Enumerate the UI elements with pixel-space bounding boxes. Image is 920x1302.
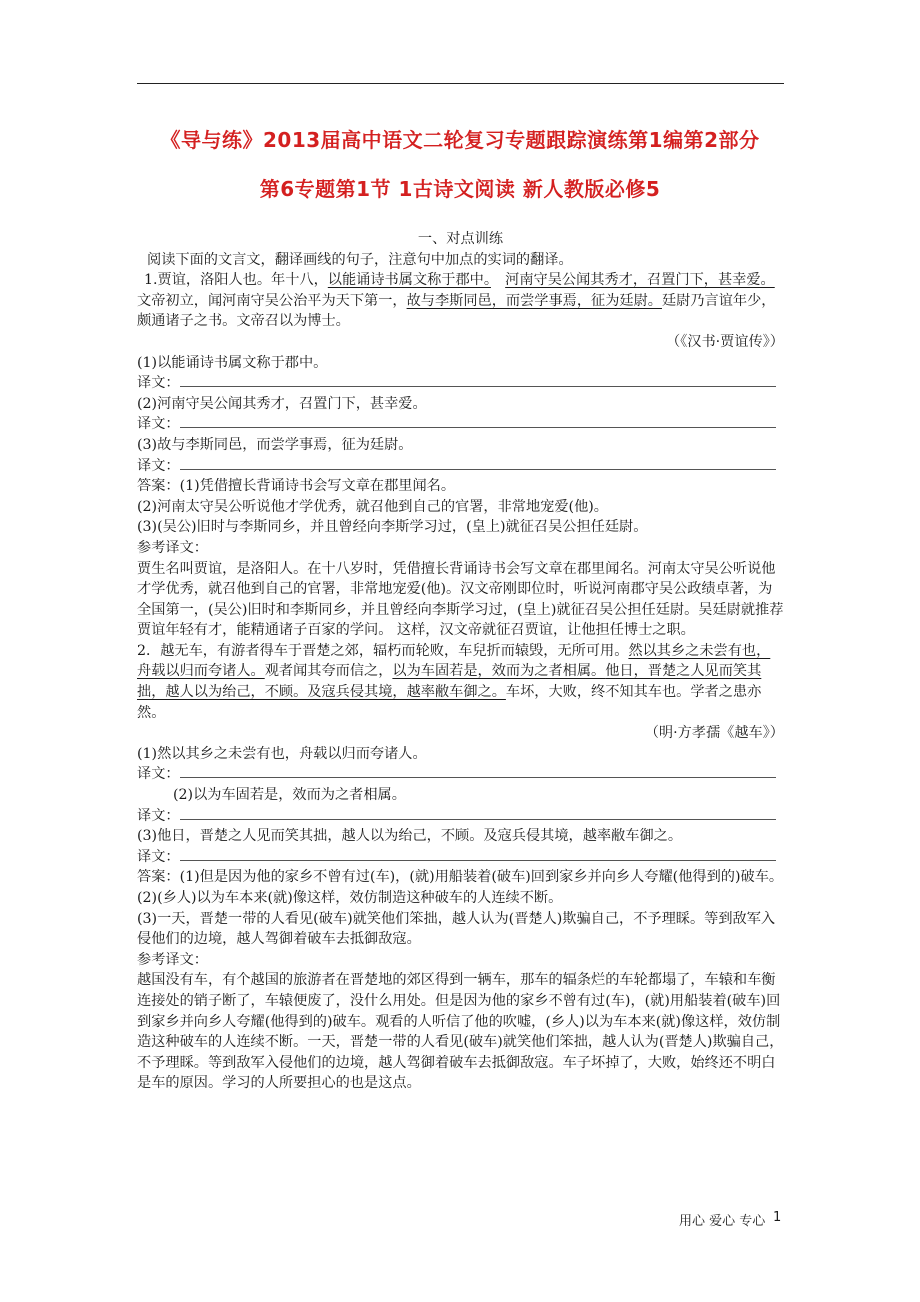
q1-answer-3: (3)(吴公)旧时与李斯同乡，并且曾经向李斯学习过，(皇上)就征召吴公担任廷尉。 <box>137 519 648 536</box>
header-rule <box>137 83 784 84</box>
answer-blank[interactable] <box>180 807 776 820</box>
q2-underlined-sentence-1: 然以其乡之未尝有也，舟载以归而夸诸人。 <box>137 642 771 680</box>
q1-item-2: (2)河南守吴公闻其秀才，召置门下，甚幸爱。 <box>137 395 427 412</box>
document-title-line-2: 第6专题第1节 1古诗文阅读 新人教版必修5 <box>259 177 661 201</box>
answer-blank[interactable] <box>180 765 776 778</box>
q1-answer-1: 答案：(1)凭借擅长背诵诗书会写文章在郡里闻名。 <box>137 478 456 495</box>
answer-blank[interactable] <box>180 848 776 861</box>
q2-underlined-sentence-3: 他日，晋楚之人见而笑其拙，越人以为绐己，不顾。及寇兵侵其境，越率敝车御之。 <box>137 663 762 701</box>
translate-label: 译文： <box>137 457 180 474</box>
page-number: 1 <box>773 1210 782 1225</box>
q2-item-3: (3)他日，晋楚之人见而笑其拙，越人以为绐己，不顾。及寇兵侵其境，越率敝车御之。 <box>137 828 683 845</box>
answer-blank[interactable] <box>180 374 776 387</box>
q2-answer-1: 答案：(1)但是因为他的家乡不曾有过(车)，(就)用船装着(破车)回到家乡并向乡人夸耀(他得到的)破车。 <box>137 869 784 886</box>
footer-slogan: 用心 爱心 专心 <box>679 1214 766 1229</box>
q1-passage-text: 廷尉乃言谊年少，颇通诸子之书。文帝召以为博士。 <box>137 292 776 330</box>
q1-source: （《汉书·贾谊传》） <box>666 333 784 350</box>
q1-underlined-sentence-1: 以能诵诗书属文称于郡中。 <box>327 272 491 289</box>
q1-translate-line-2 <box>137 414 784 435</box>
q1-underlined-sentence-3: 故与李斯同邑，而尝学事焉，征为廷尉。 <box>406 292 662 309</box>
q1-item-3: (3)故与李斯同邑，而尝学事焉，征为廷尉。 <box>137 436 413 453</box>
q2-passage-text: 车坏，大败，终不知其车也。学者之患亦然。 <box>137 684 762 721</box>
q2-passage-text: 2．越无车，有游者得车于晋楚之郊，辐朽而轮败，车兒折而辕毁，无所可用。 <box>137 642 629 659</box>
q2-item-1: (1)然以其乡之未尝有也，舟载以归而夸诸人。 <box>137 745 427 762</box>
q2-translate-line-2 <box>137 806 784 827</box>
q2-translate-line-1 <box>137 764 784 785</box>
q1-answer-2: (2)河南太守吴公听说他才学优秀，就召他到自己的官署，非常地宠爱(他)。 <box>137 498 608 515</box>
q1-reference-translation: 贾生名叫贾谊，是洛阳人。在十八岁时，凭借擅长背诵诗书会写文章在郡里闻名。河南太守吴公听说他才学优秀，就召他到自己的官署，非常地宠爱(他)。汉文帝刚即位时，听说河南郡守吴公政绩卓著，为全国第一，(吴公)旧时和李斯同乡，并且曾经向李斯学习过，(皇上)就征召吴公担任廷尉。吴廷尉就推荐贾谊年轻有才，能精通诸子百家的学问。 这样，汉文帝就征召贾谊，让他担任博士之职。 <box>137 560 784 639</box>
q2-passage <box>137 641 784 723</box>
q1-passage-text: 1.贾谊，洛阳人也。年十八， <box>144 272 328 289</box>
q2-reference-label: 参考译文： <box>137 951 208 968</box>
q1-passage-text <box>491 272 505 288</box>
translate-label: 译文： <box>137 848 180 865</box>
q1-item-1: (1)以能诵诗书属文称于郡中。 <box>137 354 328 371</box>
section-heading: 一、对点训练 <box>417 231 504 247</box>
q2-answer-2: (2)(乡人)以为车本来(就)像这样，效仿制造这种破车的人连续不断。 <box>137 890 563 906</box>
q1-reference-label: 参考译文： <box>137 539 208 556</box>
answer-blank[interactable] <box>180 457 776 470</box>
answer-blank[interactable] <box>180 415 776 428</box>
q2-reference-translation: 越国没有车，有个越国的旅游者在晋楚地的郊区得到一辆车，那车的辐条烂的车轮都塌了，车辕和车衡连接处的销子断了，车辕便废了，没什么用处。但是因为他的家乡不曾有过(车)，(就)用船装着(破车)回到家乡并向乡人夸耀(他得到的)破车。观看的人听信了他的吹嘘，(乡人)以为车本来(就)像这样，效仿制造这种破车的人连续不断。一天，晋楚一带的人看见(破车)就笑他们笨拙，越人认为(晋楚人)欺骗自己，不予理睬。等到敌军入侵他们的边境，越人驾御着破车去抵御敌寇。车子坏掉了，大败，始终还不明白是车的原因。学习的人所要担心的也是这点。 <box>137 972 784 1092</box>
q1-translate-line-1 <box>137 373 784 394</box>
document-title-line-1: 《导与练》2013届高中语文二轮复习专题跟踪演练第1编第2部分 <box>160 128 760 152</box>
q2-underlined-sentence-2: 以为车固若是，效而为之者相属。 <box>392 663 606 680</box>
q2-source: （明·方孝孺《越车》） <box>644 725 784 742</box>
translate-label: 译文： <box>137 807 180 824</box>
translate-label: 译文： <box>137 375 180 392</box>
q1-translate-line-3 <box>137 456 784 477</box>
instruction-text: 阅读下面的文言文，翻译画线的句子，注意句中加点的实词的翻译。 <box>147 251 573 268</box>
translate-label: 译文： <box>137 416 180 433</box>
q1-passage-text: 文帝初立，闻河南守吴公治平为天下第一， <box>137 292 407 309</box>
q1-passage <box>137 270 784 332</box>
q2-translate-line-3 <box>137 847 784 868</box>
q2-answer-3: (3)一天，晋楚一带的人看见(破车)就笑他们笨拙，越人认为(晋楚人)欺骗自己，不予理睬。等到敌军入侵他们的边境，越人驾御着破车去抵御敌寇。 <box>137 910 776 948</box>
q1-underlined-sentence-2: 河南守吴公闻其秀才，召置门下，甚幸爱。 <box>505 272 775 289</box>
document-body <box>137 229 784 1094</box>
q2-item-2: (2)以为车固若是，效而为之者相属。 <box>173 787 406 804</box>
translate-label: 译文： <box>137 766 180 783</box>
q2-passage-text: 观者闻其夸而信之， <box>264 663 393 680</box>
